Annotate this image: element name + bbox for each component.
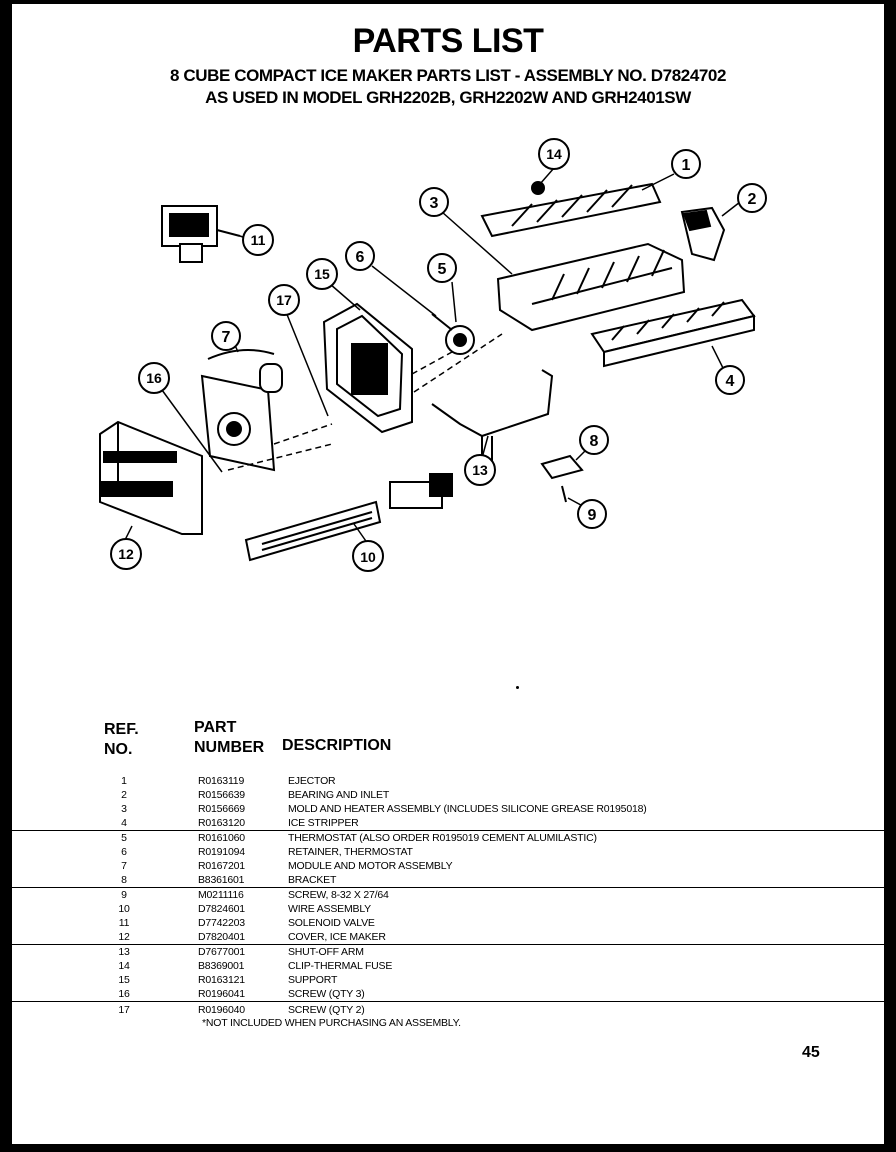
callout-12 <box>111 539 141 569</box>
part-description: SOLENOID VALVE <box>288 917 375 929</box>
callout-9 <box>578 500 606 528</box>
ref-number: 10 <box>118 903 130 915</box>
part-number: R0163121 <box>198 974 245 986</box>
table-row <box>12 930 884 945</box>
table-row <box>12 816 884 831</box>
cover-drawing <box>100 422 202 534</box>
part-description: SCREW, 8-32 X 27/64 <box>288 889 389 901</box>
ref-number: 5 <box>121 832 127 844</box>
bracket-drawing <box>542 456 582 502</box>
callout-11 <box>243 225 273 255</box>
ref-number: 17 <box>118 1004 130 1016</box>
part-description: SCREW (QTY 2) <box>288 1004 365 1016</box>
ejector-drawing <box>482 182 660 236</box>
callout-8 <box>580 426 608 454</box>
part-description: MOLD AND HEATER ASSEMBLY (INCLUDES SILICONE GREASE R0195018) <box>288 803 647 815</box>
part-number: M0211116 <box>198 889 244 901</box>
table-row <box>12 916 884 930</box>
callout-label-12: 12 <box>118 546 134 562</box>
table-row <box>12 859 884 873</box>
callout-13 <box>465 455 495 485</box>
bearing-inlet-drawing <box>682 208 724 260</box>
part-number: R0196040 <box>198 1004 245 1016</box>
callout-10 <box>353 541 383 571</box>
part-description: COVER, ICE MAKER <box>288 931 386 943</box>
callout-label-6: 6 <box>355 249 365 266</box>
exploded-view-diagram <box>12 4 884 604</box>
part-number-header <box>194 718 264 758</box>
description-header: DESCRIPTION <box>282 737 392 754</box>
ref-number: 8 <box>121 874 127 886</box>
thermostat-drawing <box>432 314 474 354</box>
callout-label-15: 15 <box>314 266 330 282</box>
solenoid-valve-drawing <box>162 206 240 262</box>
ref-number: 1 <box>121 775 127 787</box>
table-row <box>12 888 884 902</box>
callout-label-9: 9 <box>587 507 597 524</box>
parts-list-page <box>12 4 884 1144</box>
part-number: R0163120 <box>198 817 245 829</box>
ref-number: 6 <box>121 846 127 858</box>
table-row <box>12 1003 884 1017</box>
part-number: B8369001 <box>198 960 245 972</box>
callout-6 <box>346 242 374 270</box>
part-description: CLIP-THERMAL FUSE <box>288 960 393 972</box>
part-description: BEARING AND INLET <box>288 789 390 801</box>
page-title: PARTS LIST <box>352 22 544 60</box>
callout-label-16: 16 <box>146 370 162 386</box>
ref-no-header <box>104 720 139 760</box>
callout-label-11: 11 <box>250 232 266 248</box>
part-number: R0163119 <box>198 775 245 787</box>
part-header-line1: PART <box>194 719 237 736</box>
part-number: R0196041 <box>198 988 245 1000</box>
callout-label-10: 10 <box>360 549 376 565</box>
part-number: R0156669 <box>198 803 245 815</box>
ref-number: 14 <box>118 960 130 972</box>
part-description: RETAINER, THERMOSTAT <box>288 846 413 858</box>
speck-mark <box>516 686 519 689</box>
callout-1 <box>672 150 700 178</box>
ref-number: 12 <box>118 931 130 943</box>
callout-label-3: 3 <box>429 195 439 212</box>
callout-14 <box>539 139 569 169</box>
part-number: R0161060 <box>198 832 245 844</box>
ref-number: 3 <box>121 803 127 815</box>
table-row <box>12 802 884 816</box>
support-drawing <box>324 304 412 432</box>
ref-number: 11 <box>118 917 130 929</box>
shut-off-arm-drawing <box>432 370 552 464</box>
assembly-subtitle: 8 CUBE COMPACT ICE MAKER PARTS LIST - ASSEMBLY NO. D7824702 <box>169 66 727 85</box>
callout-17 <box>269 285 299 315</box>
part-description: MODULE AND MOTOR ASSEMBLY <box>288 860 453 872</box>
model-subtitle: AS USED IN MODEL GRH2202B, GRH2202W AND GRH2401SW <box>205 88 691 107</box>
table-row <box>12 831 884 845</box>
wire-assembly-drawing <box>246 474 452 560</box>
part-header-line2: NUMBER <box>194 739 265 756</box>
part-description: ICE STRIPPER <box>288 817 359 829</box>
ref-number: 9 <box>121 889 127 901</box>
table-row <box>12 973 884 987</box>
ref-number: 2 <box>121 789 127 801</box>
callout-label-5: 5 <box>437 261 447 278</box>
callout-3 <box>420 188 448 216</box>
callout-label-8: 8 <box>589 433 599 450</box>
part-number: R0156639 <box>198 789 245 801</box>
ref-number: 16 <box>118 988 130 1000</box>
table-row <box>12 788 884 802</box>
table-row <box>12 902 884 916</box>
part-description: THERMOSTAT (ALSO ORDER R0195019 CEMENT ALUMILASTIC) <box>288 832 597 844</box>
callout-5 <box>428 254 456 282</box>
table-row <box>12 774 884 788</box>
table-row <box>12 945 884 959</box>
part-number: B8361601 <box>198 874 245 886</box>
callout-label-7: 7 <box>221 329 231 346</box>
assembly-note: *NOT INCLUDED WHEN PURCHASING AN ASSEMBLY. <box>202 1017 461 1029</box>
part-number: D7742203 <box>198 917 245 929</box>
ref-number: 7 <box>121 860 127 872</box>
part-description: SCREW (QTY 3) <box>288 988 365 1000</box>
callout-2 <box>738 184 766 212</box>
part-description: EJECTOR <box>288 775 336 787</box>
ref-number: 15 <box>118 974 130 986</box>
part-number: D7820401 <box>198 931 245 943</box>
table-row <box>12 873 884 888</box>
part-number: R0191094 <box>198 846 245 858</box>
ref-number: 13 <box>118 946 130 958</box>
table-row <box>12 959 884 973</box>
part-description: WIRE ASSEMBLY <box>288 903 371 915</box>
ref-number: 4 <box>121 817 127 829</box>
callout-label-4: 4 <box>725 373 735 390</box>
part-description: SUPPORT <box>288 974 338 986</box>
callout-label-14: 14 <box>546 146 562 162</box>
table-row <box>12 987 884 1002</box>
callout-15 <box>307 259 337 289</box>
ref-header-line2: NO. <box>104 741 133 758</box>
part-number: R0167201 <box>198 860 245 872</box>
table-row <box>12 845 884 859</box>
mold-heater-drawing <box>498 244 684 330</box>
ref-header-line1: REF. <box>104 721 139 738</box>
callout-label-13: 13 <box>472 462 488 478</box>
part-description: SHUT-OFF ARM <box>288 946 364 958</box>
callout-label-2: 2 <box>747 191 757 208</box>
part-description: BRACKET <box>288 874 337 886</box>
callout-label-1: 1 <box>681 157 691 174</box>
callout-7 <box>212 322 240 350</box>
callout-16 <box>139 363 169 393</box>
part-number: D7677001 <box>198 946 245 958</box>
page-number: 45 <box>802 1044 820 1061</box>
part-number: D7824601 <box>198 903 245 915</box>
module-motor-drawing <box>202 350 282 470</box>
callout-4 <box>716 366 744 394</box>
callout-label-17: 17 <box>276 292 292 308</box>
